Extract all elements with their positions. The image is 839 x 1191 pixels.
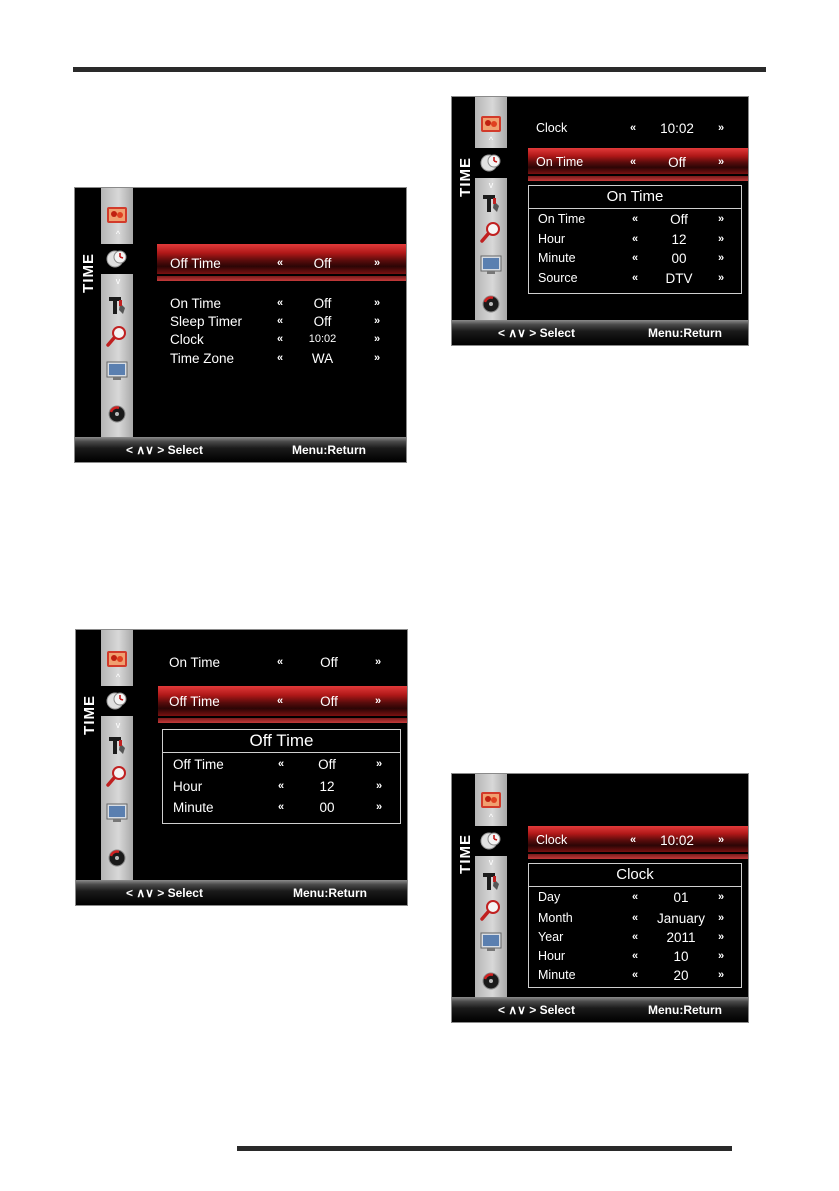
left-arrow-icon[interactable]: «: [632, 213, 639, 225]
menu-item-on-time[interactable]: On Time « Off »: [536, 154, 725, 170]
monitor-icon[interactable]: [479, 931, 503, 953]
select-hint: < ∧∨ > Select: [498, 1003, 575, 1017]
on-time-submenu: [528, 185, 742, 294]
menu-item-time-zone[interactable]: Time Zone « WA »: [170, 350, 381, 366]
left-arrow-icon[interactable]: «: [277, 656, 284, 668]
right-arrow-icon[interactable]: »: [718, 950, 725, 962]
right-arrow-icon[interactable]: »: [718, 122, 725, 134]
right-arrow-icon[interactable]: »: [376, 801, 383, 813]
down-caret-icon: v: [115, 720, 121, 730]
right-arrow-icon[interactable]: »: [374, 257, 381, 269]
left-arrow-icon[interactable]: «: [277, 297, 284, 309]
tools-icon[interactable]: [105, 294, 129, 316]
monitor-icon[interactable]: [105, 802, 129, 824]
left-arrow-icon[interactable]: «: [632, 931, 639, 943]
right-arrow-icon[interactable]: »: [718, 233, 725, 245]
footer-bar: [76, 880, 407, 905]
right-arrow-icon[interactable]: »: [718, 969, 725, 981]
down-caret-icon: v: [488, 180, 494, 190]
time-clock-icon[interactable]: [475, 148, 507, 178]
tools-icon[interactable]: [479, 870, 503, 892]
highlight-underline: [528, 854, 749, 859]
search-icon[interactable]: [479, 221, 503, 243]
left-arrow-icon[interactable]: «: [630, 122, 637, 134]
right-arrow-icon[interactable]: »: [718, 891, 725, 903]
left-arrow-icon[interactable]: «: [632, 272, 639, 284]
submenu-item-hour[interactable]: Hour « 10 »: [538, 948, 725, 964]
menu-item-sleep-timer[interactable]: Sleep Timer « Off »: [170, 313, 381, 329]
up-caret-icon: ^: [115, 229, 121, 239]
menu-item-off-time[interactable]: Off Time « Off »: [170, 255, 381, 271]
time-clock-icon[interactable]: [101, 244, 133, 274]
menu-item-on-time[interactable]: On Time « Off »: [169, 654, 382, 670]
right-arrow-icon[interactable]: »: [375, 695, 382, 707]
submenu-item-hour[interactable]: Hour « 12 »: [538, 231, 725, 247]
search-icon[interactable]: [105, 325, 129, 347]
menu-item-clock[interactable]: Clock « 10:02 »: [536, 120, 725, 136]
menu-item-on-time[interactable]: On Time « Off »: [170, 295, 381, 311]
right-arrow-icon[interactable]: »: [718, 834, 725, 846]
time-clock-icon[interactable]: [101, 686, 133, 716]
submenu-item-minute[interactable]: Minute « 20 »: [538, 967, 725, 983]
search-icon[interactable]: [105, 765, 129, 787]
disc-icon[interactable]: [479, 293, 503, 315]
time-menu-screen-3: [75, 629, 408, 906]
right-arrow-icon[interactable]: »: [718, 156, 725, 168]
submenu-item-day[interactable]: Day « 01 »: [538, 889, 725, 905]
off-time-submenu: [162, 729, 401, 824]
select-hint: < ∧∨ > Select: [498, 326, 575, 340]
disc-icon[interactable]: [105, 403, 129, 425]
submenu-title: On Time: [529, 186, 741, 209]
left-arrow-icon[interactable]: «: [630, 156, 637, 168]
clock-submenu: [528, 863, 742, 988]
submenu-title: Off Time: [163, 730, 400, 753]
return-hint: Menu:Return: [648, 1003, 722, 1017]
footer-bar: [452, 320, 748, 345]
submenu-item-minute[interactable]: Minute « 00 »: [173, 799, 383, 815]
picture-icon[interactable]: [105, 648, 129, 670]
left-arrow-icon[interactable]: «: [632, 912, 639, 924]
menu-item-clock[interactable]: Clock « 10:02 »: [536, 832, 725, 848]
disc-icon[interactable]: [479, 970, 503, 992]
left-arrow-icon[interactable]: «: [632, 969, 639, 981]
right-arrow-icon[interactable]: »: [374, 352, 381, 364]
submenu-item-source[interactable]: Source « DTV »: [538, 270, 725, 286]
down-caret-icon: v: [115, 276, 121, 286]
right-arrow-icon[interactable]: »: [376, 780, 383, 792]
menu-item-off-time[interactable]: Off Time « Off »: [169, 693, 382, 709]
highlight-underline: [158, 718, 408, 723]
left-arrow-icon[interactable]: «: [278, 780, 285, 792]
return-hint: Menu:Return: [648, 326, 722, 340]
tools-icon[interactable]: [479, 192, 503, 214]
footer-bar: [452, 997, 748, 1022]
left-arrow-icon[interactable]: «: [277, 352, 284, 364]
highlight-underline: [528, 176, 749, 181]
time-menu-screen-1: [74, 187, 407, 463]
bottom-rule: [237, 1146, 732, 1151]
time-menu-screen-2: [451, 96, 749, 346]
right-arrow-icon[interactable]: »: [374, 333, 381, 345]
right-arrow-icon[interactable]: »: [718, 252, 725, 264]
right-arrow-icon[interactable]: »: [376, 758, 383, 770]
picture-icon[interactable]: [105, 204, 129, 226]
left-arrow-icon[interactable]: «: [632, 233, 639, 245]
left-arrow-icon[interactable]: «: [632, 950, 639, 962]
return-hint: Menu:Return: [292, 443, 366, 457]
right-arrow-icon[interactable]: »: [374, 315, 381, 327]
submenu-item-year[interactable]: Year « 2011 »: [538, 929, 725, 945]
search-icon[interactable]: [479, 899, 503, 921]
down-caret-icon: v: [488, 857, 494, 867]
select-hint: < ∧∨ > Select: [126, 886, 203, 900]
footer-bar: [75, 437, 406, 462]
left-arrow-icon[interactable]: «: [632, 891, 639, 903]
right-arrow-icon[interactable]: »: [375, 656, 382, 668]
disc-icon[interactable]: [105, 847, 129, 869]
time-menu-screen-4: [451, 773, 749, 1023]
submenu-item-hour[interactable]: Hour « 12 »: [173, 778, 383, 794]
menu-title: TIME: [456, 834, 474, 874]
left-arrow-icon[interactable]: «: [630, 834, 637, 846]
left-arrow-icon[interactable]: «: [277, 333, 284, 345]
monitor-icon[interactable]: [479, 254, 503, 276]
submenu-item-month[interactable]: Month « January »: [538, 910, 725, 926]
left-arrow-icon[interactable]: «: [277, 315, 284, 327]
menu-item-clock[interactable]: Clock « 10:02 »: [170, 331, 381, 347]
submenu-item-minute[interactable]: Minute « 00 »: [538, 250, 725, 266]
right-arrow-icon[interactable]: »: [718, 272, 725, 284]
left-arrow-icon[interactable]: «: [278, 758, 285, 770]
menu-title: TIME: [456, 157, 474, 197]
time-clock-icon[interactable]: [475, 826, 507, 856]
submenu-title: Clock: [529, 864, 741, 887]
left-arrow-icon[interactable]: «: [278, 801, 285, 813]
top-rule: [73, 67, 766, 72]
right-arrow-icon[interactable]: »: [718, 213, 725, 225]
highlight-underline: [157, 276, 407, 281]
up-caret-icon: ^: [115, 672, 121, 682]
menu-title: TIME: [80, 695, 98, 735]
left-arrow-icon[interactable]: «: [277, 257, 284, 269]
submenu-item-off-time[interactable]: Off Time « Off »: [173, 756, 383, 772]
left-arrow-icon[interactable]: «: [632, 252, 639, 264]
up-caret-icon: ^: [488, 135, 494, 145]
picture-icon[interactable]: [479, 789, 503, 811]
tools-icon[interactable]: [105, 734, 129, 756]
submenu-item-on-time[interactable]: On Time « Off »: [538, 211, 725, 227]
right-arrow-icon[interactable]: »: [718, 931, 725, 943]
up-caret-icon: ^: [488, 812, 494, 822]
select-hint: < ∧∨ > Select: [126, 443, 203, 457]
picture-icon[interactable]: [479, 113, 503, 135]
left-arrow-icon[interactable]: «: [277, 695, 284, 707]
return-hint: Menu:Return: [293, 886, 367, 900]
right-arrow-icon[interactable]: »: [718, 912, 725, 924]
menu-title: TIME: [79, 253, 97, 293]
monitor-icon[interactable]: [105, 360, 129, 382]
right-arrow-icon[interactable]: »: [374, 297, 381, 309]
